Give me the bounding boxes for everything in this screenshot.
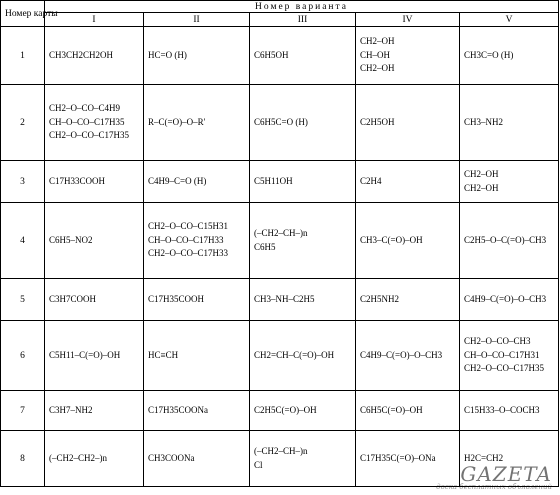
formula-cell: [144, 431, 250, 487]
formula-line: (–CH2–CH2–)n: [49, 452, 107, 463]
formula-line: CH2–O–CO–C17H33: [148, 248, 229, 259]
formula-cell: [144, 203, 250, 279]
formula-line: C3H7–NH2: [49, 404, 93, 415]
card-number: 8: [1, 431, 45, 487]
formula-cell: [45, 203, 144, 279]
formula-line: R–C(=O)–O–R': [148, 116, 206, 127]
table-row: [1, 391, 559, 431]
table-row: [1, 279, 559, 321]
variant-header-2: II: [144, 13, 250, 27]
formula-cell: [144, 279, 250, 321]
formula-line: CH3–NH2: [464, 116, 504, 127]
formula-line: HC≡CH: [148, 349, 179, 360]
formula-cell: [356, 279, 460, 321]
formula-line: CH2–O–CO–CH3: [464, 335, 531, 346]
formula-cell: [250, 203, 356, 279]
formula-line: C3H7COOH: [49, 293, 97, 304]
formula-cell: [460, 161, 559, 203]
formula-cell: [356, 391, 460, 431]
formula-line: CH2–OH: [360, 35, 395, 46]
formula-line: CH3–NH–C2H5: [254, 293, 315, 304]
formula-line: C4H9–C=O (H): [148, 175, 207, 186]
formula-cell: [45, 431, 144, 487]
formula-line: C2H4: [360, 175, 382, 186]
formula-line: CH–O–CO–C17H35: [49, 116, 125, 127]
formula-line: C5H11OH: [254, 175, 293, 186]
variant-title-header: Номер варианта: [45, 1, 559, 13]
formula-line: C5H11–C(=O)–OH: [49, 349, 121, 360]
formula-cell: [460, 85, 559, 161]
card-number-header: Номер карты: [1, 1, 45, 27]
formula-cell: [356, 321, 460, 391]
formula-cell: [250, 321, 356, 391]
formula-line: CH3C=O (H): [464, 49, 514, 60]
watermark-sub: доска бесплатных объявлений: [436, 483, 552, 491]
formula-cell: [460, 203, 559, 279]
formula-cell: [45, 321, 144, 391]
formula-cell: [460, 279, 559, 321]
formula-line: CH–O–CO–C17H33: [148, 234, 224, 245]
formula-cell: [144, 27, 250, 85]
formula-line: C2H5OH: [360, 116, 395, 127]
formula-cell: [45, 161, 144, 203]
card-number: 5: [1, 279, 45, 321]
formula-line: C17H35COOH: [148, 293, 205, 304]
formula-line: (–CH2–CH–)n: [254, 445, 308, 456]
formula-line: C4H9–C(=O)–O–CH3: [464, 293, 547, 304]
formula-cell: [460, 27, 559, 85]
formula-line: C15H33–O–COCH3: [464, 404, 540, 415]
formula-line: (–CH2–CH–)n: [254, 227, 308, 238]
formula-cell: [356, 161, 460, 203]
variant-header-3: III: [250, 13, 356, 27]
formula-line: CH2=CH–C(=O)–OH: [254, 349, 335, 360]
formula-cell: [250, 85, 356, 161]
formula-line: C6H5: [254, 241, 276, 252]
formula-cell: [45, 279, 144, 321]
formula-cell: [144, 321, 250, 391]
formula-line: C17H35C(=O)–ONa: [360, 452, 436, 463]
formula-line: CH3CH2CH2OH: [49, 49, 114, 60]
formula-line: C17H33COOH: [49, 175, 106, 186]
formula-cell: [144, 161, 250, 203]
formula-cell: [45, 27, 144, 85]
formula-cell: [460, 321, 559, 391]
formula-line: CH2–O–CO–C17H35: [49, 130, 130, 141]
formula-line: CH2–O–CO–C15H31: [148, 220, 229, 231]
formula-line: CH–O–CO–C17H31: [464, 349, 540, 360]
formula-line: CH2–O–CO–C17H35: [464, 363, 545, 374]
variant-header-1: I: [45, 13, 144, 27]
formula-line: C2H5C(=O)–OH: [254, 404, 317, 415]
formula-cell: [250, 161, 356, 203]
formula-line: Cl: [254, 459, 263, 470]
formula-line: CH2–OH: [464, 182, 499, 193]
formula-cell: [144, 391, 250, 431]
card-number: 7: [1, 391, 45, 431]
table-row: [1, 321, 559, 391]
formula-line: C6H5C=O (H): [254, 116, 308, 127]
formula-line: C6H5C(=O)–OH: [360, 404, 423, 415]
table-row: [1, 85, 559, 161]
formula-cell: [45, 391, 144, 431]
formula-line: C17H35COONa: [148, 404, 208, 415]
formula-cell: [250, 279, 356, 321]
formula-cell: [356, 85, 460, 161]
formula-cell: [250, 431, 356, 487]
card-number: 1: [1, 27, 45, 85]
formula-line: HC=O (H): [148, 49, 187, 60]
formula-line: C4H9–C(=O)–O–CH3: [360, 349, 443, 360]
card-number: 3: [1, 161, 45, 203]
formula-cell: [144, 85, 250, 161]
card-number: 6: [1, 321, 45, 391]
formula-cell: [356, 27, 460, 85]
formula-cell: [250, 27, 356, 85]
card-number: 2: [1, 85, 45, 161]
formula-line: CH3–C(=O)–OH: [360, 234, 423, 245]
formula-line: CH–OH: [360, 49, 391, 60]
formula-line: CH2–OH: [360, 63, 395, 74]
formula-line: H2C=CH2: [464, 452, 504, 463]
formula-line: CH2–OH: [464, 168, 499, 179]
formula-line: C2H5–O–C(=O)–CH3: [464, 234, 547, 245]
watermark: [436, 464, 552, 491]
variant-header-4: IV: [356, 13, 460, 27]
formula-line: C2H5NH2: [360, 293, 400, 304]
watermark-main: GAZETA: [460, 462, 552, 486]
formula-cell: [356, 203, 460, 279]
formula-line: CH2–O–CO–C4H9: [49, 102, 121, 113]
variant-header-5: V: [460, 13, 559, 27]
card-number: 4: [1, 203, 45, 279]
table-row: [1, 161, 559, 203]
formula-line: CH3COONa: [148, 452, 195, 463]
formula-cell: [460, 391, 559, 431]
table-row: [1, 27, 559, 85]
formula-cell: [250, 391, 356, 431]
formula-cell: [45, 85, 144, 161]
table-row: [1, 203, 559, 279]
formula-line: C6H5–NO2: [49, 234, 93, 245]
formula-line: C6H5OH: [254, 49, 289, 60]
